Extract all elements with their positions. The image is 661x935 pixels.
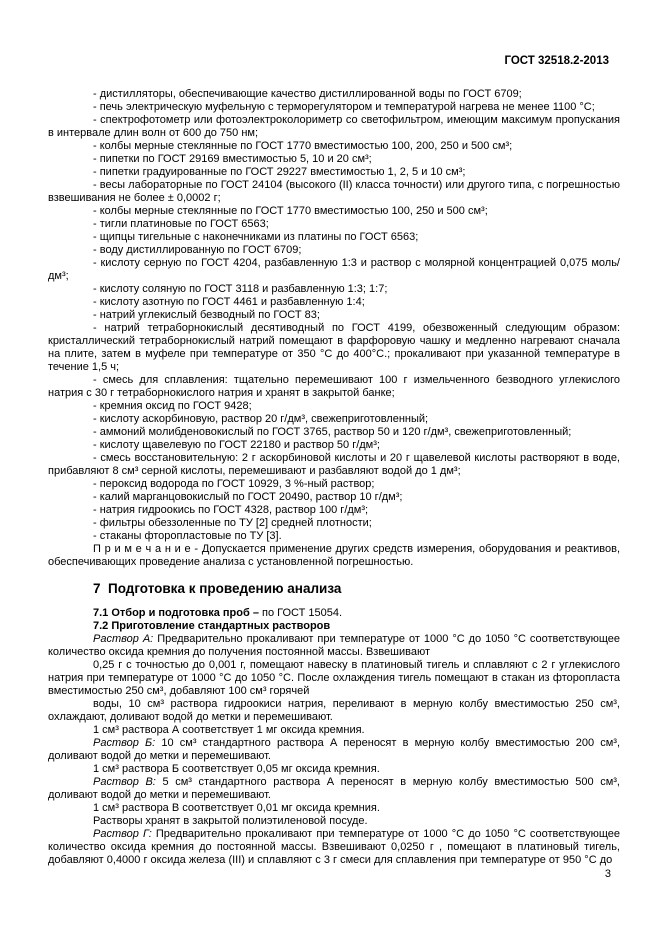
equipment-list-item: - печь электрическую муфельную с терморегулятором и температурой нагрева не менее 1100 °С; bbox=[93, 101, 595, 113]
solution-paragraph bbox=[48, 724, 620, 737]
equipment-list-item: - щипцы тигельные с наконечниками из платины по ГОСТ 6563; bbox=[93, 231, 419, 243]
solution-text: Растворы хранят в закрытой полиэтиленовой посуде. bbox=[93, 815, 368, 827]
equipment-list-item: - пипетки градуированные по ГОСТ 29227 вместимостью 1, 2, 5 и 10 см³; bbox=[93, 166, 466, 178]
solution-label: Раствор А: bbox=[93, 633, 154, 645]
section-heading: 7 Подготовка к проведению анализа bbox=[93, 581, 342, 596]
document-body bbox=[48, 88, 620, 881]
solution-label: Раствор Г: bbox=[93, 828, 152, 840]
equipment-list-item: - колбы мерные стеклянные по ГОСТ 1770 вместимостью 100, 250 и 500 см³; bbox=[93, 205, 488, 217]
clause-7-1 bbox=[48, 607, 620, 620]
equipment-list-item: - колбы мерные стеклянные по ГОСТ 1770 вместимостью 100, 200, 250 и 500 см³; bbox=[93, 140, 513, 152]
equipment-list-item: - натрий тетраборнокислый десятиводный по ГОСТ 4199, обезвоженный следующим образом: кристаллический тетраборнокислый натрий помещают в фарфоровую чашку и медленно нагревают сначала на плите, затем в муфеле при температуре от 350 °С до 400°С.; прокаливают при указанной температуре в течение 1,5 ч; bbox=[48, 322, 620, 373]
solution-paragraph bbox=[48, 828, 620, 867]
equipment-list-item: - смесь восстановительную: 2 г аскорбиновой кислоты и 20 г щавелевой кислоты растворяют в воде, прибавляют 8 см³ серной кислоты, перемешивают и разбавляют водой до 1 дм³; bbox=[48, 452, 620, 477]
solution-text: 5 см³ стандартного раствора А переносят в мерную колбу вместимостью 500 см³, доливают водой до метки и перемешивают. bbox=[48, 776, 620, 801]
equipment-list-item: - кислоту серную по ГОСТ 4204, разбавленную 1:3 и раствор с молярной концентрацией 0,075 моль/дм³; bbox=[48, 257, 620, 282]
equipment-list-item: - спектрофотометр или фотоэлектроколориметр со светофильтром, имеющим максимум пропускания в интервале длин волн от 600 до 750 нм; bbox=[48, 114, 620, 139]
solution-paragraph bbox=[48, 698, 620, 724]
clause-7-1-title: 7.1 Отбор и подготовка проб – bbox=[93, 607, 259, 619]
equipment-list-item: - воду дистиллированную по ГОСТ 6709; bbox=[93, 244, 302, 256]
clause-7-1-text: по ГОСТ 15054. bbox=[258, 607, 343, 619]
equipment-list-item: - аммоний молибденовокислый по ГОСТ 3765, раствор 50 и 120 г/дм³, свежеприготовленный; bbox=[93, 426, 572, 438]
clause-7-2-title: 7.2 Приготовление стандартных растворов bbox=[93, 620, 331, 632]
equipment-list-item: - тигли платиновые по ГОСТ 6563; bbox=[93, 218, 269, 230]
equipment-list-item: - дистилляторы, обеспечивающие качество дистиллированной воды по ГОСТ 6709; bbox=[93, 88, 522, 100]
solution-paragraph bbox=[48, 776, 620, 802]
solution-text: Предварительно прокаливают при температуре от 1000 °С до 1050 °С соответствующее количество оксида кремния до постоянной массы. Взвешивают 0,0250 г , помещают в платиновый тигель, добавляют 0,4000 г оксида железа (III) и сплавляют с 3 г смеси для сплавления при температуре от 950 °С до bbox=[48, 828, 620, 866]
solution-text: 1 см³ раствора Б соответствует 0,05 мг оксида кремния. bbox=[93, 763, 380, 775]
equipment-list-item: - стаканы фторопластовые по ТУ [3]. bbox=[93, 530, 282, 542]
solution-paragraph bbox=[48, 659, 620, 698]
equipment-list bbox=[48, 88, 620, 543]
equipment-list-item: - фильтры обеззоленные по ТУ [2] средней плотности; bbox=[93, 517, 372, 529]
equipment-list-item: - кремния оксид по ГОСТ 9428; bbox=[93, 400, 252, 412]
solution-label: Раствор Б: bbox=[93, 737, 156, 749]
equipment-list-item: - кислоту азотную по ГОСТ 4461 и разбавленную 1:4; bbox=[93, 296, 365, 308]
note-paragraph bbox=[48, 543, 620, 569]
solution-paragraph bbox=[48, 815, 620, 828]
page-number: 3 bbox=[604, 868, 611, 880]
solution-paragraph bbox=[48, 802, 620, 815]
solution-text: воды, 10 см³ раствора гидроокиси натрия, переливают в мерную колбу вместимостью 250 см³, охлаждают, доливают водой до метки и перемешивают. bbox=[48, 698, 620, 723]
solution-label: Раствор В: bbox=[93, 776, 156, 788]
equipment-list-item: - пипетки по ГОСТ 29169 вместимостью 5, 10 и 20 см³; bbox=[93, 153, 372, 165]
note-label: П р и м е ч а н и е bbox=[93, 543, 191, 555]
equipment-list-item: - натрий углекислый безводный по ГОСТ 83; bbox=[93, 309, 320, 321]
equipment-list-item: - кислоту аскорбиновую, раствор 20 г/дм³, свежеприготовленный; bbox=[93, 413, 429, 425]
solution-paragraph bbox=[48, 737, 620, 763]
doc-header-title: ГОСТ 32518.2-2013 bbox=[504, 55, 609, 67]
equipment-list-item: - кислоту щавелевую по ГОСТ 22180 и раствор 50 г/дм³; bbox=[93, 439, 380, 451]
equipment-list-item: - калий марганцовокислый по ГОСТ 20490, раствор 10 г/дм³; bbox=[93, 491, 403, 503]
solutions-section bbox=[48, 633, 620, 867]
solution-text: 1 см³ раствора А соответствует 1 мг оксида кремния. bbox=[93, 724, 365, 736]
equipment-list-item: - смесь для сплавления: тщательно перемешивают 100 г измельченного безводного углекислого натрия с 30 г тетраборнокислого натрия и хранят в закрытой банке; bbox=[48, 374, 620, 399]
solution-text: Предварительно прокаливают при температуре от 1000 °С до 1050 °С соответствующее количество оксида кремния до получения постоянной массы. Взвешивают bbox=[48, 633, 621, 658]
solution-text: 0,25 г с точностью до 0,001 г, помещают навеску в платиновый тигель и сплавляют с 2 г углекислого натрия при температуре от 1000 °С до 1050 °С. После охлаждения тигель помещают в стакан из фторопласта вместимостью 250 см³, добавляют 100 см³ горячей bbox=[48, 659, 620, 697]
equipment-list-item: - кислоту соляную по ГОСТ 3118 и разбавленную 1:3; 1:7; bbox=[93, 283, 388, 295]
equipment-list-item: - пероксид водорода по ГОСТ 10929, 3 %-ный раствор; bbox=[93, 478, 375, 490]
solution-text: 1 см³ раствора В соответствует 0,01 мг оксида кремния. bbox=[93, 802, 380, 814]
solution-paragraph bbox=[48, 763, 620, 776]
equipment-list-item: - весы лабораторные по ГОСТ 24104 (высокого (II) класса точности) или другого типа, с погрешностью взвешивания не более ± 0,0002 г; bbox=[48, 179, 620, 204]
solution-text: 10 см³ стандартного раствора А переносят в мерную колбу вместимостью 200 см³, доливают водой до метки и перемешивают. bbox=[48, 737, 621, 762]
note-text: - Допускается применение других средств измерения, оборудования и реактивов, обеспечивающих проведение анализа с установленной погрешностью. bbox=[48, 543, 621, 568]
solution-paragraph bbox=[48, 633, 620, 659]
equipment-list-item: - натрия гидроокись по ГОСТ 4328, раствор 100 г/дм³; bbox=[93, 504, 369, 516]
